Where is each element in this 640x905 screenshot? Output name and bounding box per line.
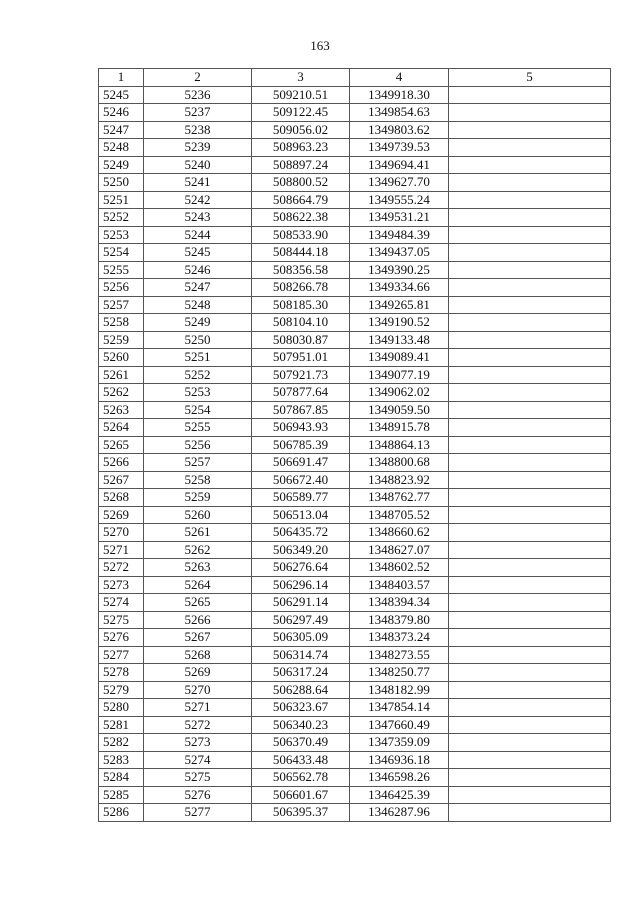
table-cell: 5282 (99, 734, 144, 752)
table-row (99, 279, 611, 297)
table-cell: 5246 (144, 261, 252, 279)
table-cell: 5271 (99, 541, 144, 559)
table-cell: 508963.23 (252, 139, 350, 157)
table-row (99, 769, 611, 787)
table-row (99, 751, 611, 769)
coordinates-table (98, 68, 611, 822)
table-cell (449, 436, 611, 454)
table-cell: 1348915.78 (350, 419, 449, 437)
table-cell: 5273 (144, 734, 252, 752)
table-cell: 1348762.77 (350, 489, 449, 507)
table-cell: 506589.77 (252, 489, 350, 507)
table-cell: 508356.58 (252, 261, 350, 279)
table-cell (449, 594, 611, 612)
table-cell: 508664.79 (252, 191, 350, 209)
table-cell: 5250 (144, 331, 252, 349)
table-cell (449, 716, 611, 734)
table-cell (449, 629, 611, 647)
table-cell: 5279 (99, 681, 144, 699)
table-cell: 1347660.49 (350, 716, 449, 734)
table-cell (449, 559, 611, 577)
table-row (99, 314, 611, 332)
table-cell (449, 156, 611, 174)
table-cell (449, 296, 611, 314)
table-cell: 5258 (99, 314, 144, 332)
table-cell: 5277 (99, 646, 144, 664)
table-cell (449, 786, 611, 804)
table-cell: 5261 (144, 524, 252, 542)
table-cell: 5274 (144, 751, 252, 769)
table-cell (449, 804, 611, 822)
table-cell: 506691.47 (252, 454, 350, 472)
table-cell: 5237 (144, 104, 252, 122)
table-row (99, 471, 611, 489)
table-cell: 5262 (144, 541, 252, 559)
table-cell: 5245 (99, 86, 144, 104)
table-cell: 5245 (144, 244, 252, 262)
table-row (99, 786, 611, 804)
table-cell: 506314.74 (252, 646, 350, 664)
table-cell: 1349089.41 (350, 349, 449, 367)
table-row (99, 401, 611, 419)
table-cell (449, 489, 611, 507)
table-cell: 5275 (99, 611, 144, 629)
table-cell: 508897.24 (252, 156, 350, 174)
table-cell: 1349918.30 (350, 86, 449, 104)
table-row (99, 506, 611, 524)
table-cell: 1349390.25 (350, 261, 449, 279)
table-cell: 506288.64 (252, 681, 350, 699)
table-row (99, 86, 611, 104)
table-cell: 5265 (144, 594, 252, 612)
table-cell: 5267 (144, 629, 252, 647)
table-cell: 5284 (99, 769, 144, 787)
table-row (99, 681, 611, 699)
table-cell (449, 261, 611, 279)
table-cell: 5277 (144, 804, 252, 822)
table-cell: 1349062.02 (350, 384, 449, 402)
table-row (99, 296, 611, 314)
table-cell: 5263 (144, 559, 252, 577)
table-cell: 1349694.41 (350, 156, 449, 174)
table-cell (449, 401, 611, 419)
table-row (99, 156, 611, 174)
table-cell: 1349077.19 (350, 366, 449, 384)
table-cell: 5266 (144, 611, 252, 629)
table-cell: 5257 (144, 454, 252, 472)
table-cell (449, 349, 611, 367)
table-cell: 5251 (99, 191, 144, 209)
table-cell: 5276 (144, 786, 252, 804)
table-cell: 5273 (99, 576, 144, 594)
table-cell: 1349059.50 (350, 401, 449, 419)
table-row (99, 226, 611, 244)
table-row (99, 559, 611, 577)
table-cell: 507877.64 (252, 384, 350, 402)
table-row (99, 664, 611, 682)
table-cell (449, 419, 611, 437)
table-body (99, 86, 611, 821)
table-cell: 5239 (144, 139, 252, 157)
column-header-1: 1 (99, 69, 144, 87)
table-row (99, 331, 611, 349)
table-cell: 5266 (99, 454, 144, 472)
table-cell: 5254 (144, 401, 252, 419)
table-cell: 5246 (99, 104, 144, 122)
table-row (99, 576, 611, 594)
table-cell (449, 734, 611, 752)
table-cell: 5248 (99, 139, 144, 157)
table-cell: 5269 (99, 506, 144, 524)
table-cell: 5256 (99, 279, 144, 297)
table-cell: 5268 (144, 646, 252, 664)
table-cell: 506785.39 (252, 436, 350, 454)
table-cell: 5275 (144, 769, 252, 787)
column-header-4: 4 (350, 69, 449, 87)
table-cell (449, 769, 611, 787)
table-row (99, 349, 611, 367)
table-cell: 5249 (144, 314, 252, 332)
table-row (99, 244, 611, 262)
table-cell: 5255 (99, 261, 144, 279)
table-cell: 1348394.34 (350, 594, 449, 612)
table-cell: 1346425.39 (350, 786, 449, 804)
table-cell: 508104.10 (252, 314, 350, 332)
table-cell: 506305.09 (252, 629, 350, 647)
table-cell: 5264 (99, 419, 144, 437)
table-cell: 506395.37 (252, 804, 350, 822)
table-row (99, 646, 611, 664)
table-cell: 5260 (99, 349, 144, 367)
table-cell: 1348660.62 (350, 524, 449, 542)
table-cell: 1349854.63 (350, 104, 449, 122)
table-cell (449, 314, 611, 332)
table-cell: 1348182.99 (350, 681, 449, 699)
column-header-5: 5 (449, 69, 611, 87)
table-cell: 1348273.55 (350, 646, 449, 664)
table-cell (449, 86, 611, 104)
table-cell: 5283 (99, 751, 144, 769)
table-row (99, 804, 611, 822)
table-cell: 509056.02 (252, 121, 350, 139)
table-cell: 5268 (99, 489, 144, 507)
table-cell: 5247 (99, 121, 144, 139)
table-cell: 1348403.57 (350, 576, 449, 594)
table-cell (449, 576, 611, 594)
table-cell: 5251 (144, 349, 252, 367)
table-cell: 507867.85 (252, 401, 350, 419)
table-cell (449, 174, 611, 192)
table-cell (449, 139, 611, 157)
table-cell: 506370.49 (252, 734, 350, 752)
table-cell: 5272 (99, 559, 144, 577)
table-row (99, 489, 611, 507)
table-cell: 1349531.21 (350, 209, 449, 227)
table-cell: 1349627.70 (350, 174, 449, 192)
table-cell: 1346287.96 (350, 804, 449, 822)
table-header-row (99, 69, 611, 87)
table-cell: 1348800.68 (350, 454, 449, 472)
table-cell: 1348250.77 (350, 664, 449, 682)
table-cell: 5238 (144, 121, 252, 139)
table-cell: 5261 (99, 366, 144, 384)
table-row (99, 209, 611, 227)
table-cell: 1346936.18 (350, 751, 449, 769)
table-cell: 5270 (99, 524, 144, 542)
table-cell: 5281 (99, 716, 144, 734)
table-row (99, 699, 611, 717)
table-cell (449, 751, 611, 769)
table-cell: 508185.30 (252, 296, 350, 314)
table-cell: 1349133.48 (350, 331, 449, 349)
table-cell: 506672.40 (252, 471, 350, 489)
table-row (99, 366, 611, 384)
table-cell: 5259 (99, 331, 144, 349)
table-cell (449, 541, 611, 559)
table-cell: 5252 (144, 366, 252, 384)
table-cell: 5270 (144, 681, 252, 699)
table-cell: 5263 (99, 401, 144, 419)
table-cell: 5256 (144, 436, 252, 454)
table-cell: 506291.14 (252, 594, 350, 612)
table-cell: 509210.51 (252, 86, 350, 104)
table-row (99, 436, 611, 454)
table-cell: 1348705.52 (350, 506, 449, 524)
table-row (99, 716, 611, 734)
table-cell: 506340.23 (252, 716, 350, 734)
table-cell (449, 524, 611, 542)
table-cell: 1347359.09 (350, 734, 449, 752)
table-cell: 1349265.81 (350, 296, 449, 314)
table-cell (449, 699, 611, 717)
table-cell: 506276.64 (252, 559, 350, 577)
table-row (99, 541, 611, 559)
table-cell: 5242 (144, 191, 252, 209)
table-cell: 5272 (144, 716, 252, 734)
table-cell: 1348823.92 (350, 471, 449, 489)
table-cell: 5260 (144, 506, 252, 524)
table-cell: 5250 (99, 174, 144, 192)
table-cell: 1348602.52 (350, 559, 449, 577)
table-cell: 506296.14 (252, 576, 350, 594)
table-cell (449, 191, 611, 209)
table-cell (449, 664, 611, 682)
table-cell: 506317.24 (252, 664, 350, 682)
table-row (99, 191, 611, 209)
table-cell: 5249 (99, 156, 144, 174)
table-cell: 507921.73 (252, 366, 350, 384)
table-cell: 508266.78 (252, 279, 350, 297)
table-cell: 1348379.80 (350, 611, 449, 629)
table-cell: 5259 (144, 489, 252, 507)
table-cell: 5258 (144, 471, 252, 489)
table-cell: 5243 (144, 209, 252, 227)
table-cell: 506297.49 (252, 611, 350, 629)
table-cell: 506513.04 (252, 506, 350, 524)
table-cell (449, 366, 611, 384)
table-row (99, 139, 611, 157)
table-row (99, 594, 611, 612)
table-cell: 5257 (99, 296, 144, 314)
table-cell: 509122.45 (252, 104, 350, 122)
table-row (99, 611, 611, 629)
table-cell: 5255 (144, 419, 252, 437)
table-row (99, 524, 611, 542)
table-cell: 5269 (144, 664, 252, 682)
table-cell: 5252 (99, 209, 144, 227)
table-cell (449, 244, 611, 262)
table-cell: 1348627.07 (350, 541, 449, 559)
table-cell (449, 454, 611, 472)
table-cell: 506562.78 (252, 769, 350, 787)
table-cell (449, 279, 611, 297)
table-cell: 5253 (144, 384, 252, 402)
table-cell: 1346598.26 (350, 769, 449, 787)
table-cell: 5247 (144, 279, 252, 297)
table-cell: 1348864.13 (350, 436, 449, 454)
table-row (99, 629, 611, 647)
table-cell: 5278 (99, 664, 144, 682)
table-cell: 5265 (99, 436, 144, 454)
table-cell: 507951.01 (252, 349, 350, 367)
table-cell (449, 104, 611, 122)
table-cell: 506435.72 (252, 524, 350, 542)
table-cell: 5241 (144, 174, 252, 192)
table-cell: 5244 (144, 226, 252, 244)
table-cell (449, 681, 611, 699)
table-row (99, 121, 611, 139)
table-cell (449, 611, 611, 629)
table-cell: 508444.18 (252, 244, 350, 262)
table-row (99, 419, 611, 437)
table-cell: 1348373.24 (350, 629, 449, 647)
table-cell: 1347854.14 (350, 699, 449, 717)
table-cell: 5240 (144, 156, 252, 174)
table-cell: 5262 (99, 384, 144, 402)
table-row (99, 261, 611, 279)
table-cell: 5264 (144, 576, 252, 594)
table-row (99, 734, 611, 752)
page-number: 163 (310, 38, 330, 53)
table-row (99, 174, 611, 192)
column-header-3: 3 (252, 69, 350, 87)
table-cell (449, 331, 611, 349)
table-cell: 506943.93 (252, 419, 350, 437)
table-cell: 508030.87 (252, 331, 350, 349)
table-cell: 1349555.24 (350, 191, 449, 209)
table-row (99, 104, 611, 122)
table-cell: 5253 (99, 226, 144, 244)
table-cell: 1349739.53 (350, 139, 449, 157)
table-cell: 1349484.39 (350, 226, 449, 244)
table-cell: 5254 (99, 244, 144, 262)
table-cell (449, 384, 611, 402)
table-cell (449, 506, 611, 524)
table-cell: 506323.67 (252, 699, 350, 717)
table-cell (449, 226, 611, 244)
table-cell: 5285 (99, 786, 144, 804)
table-row (99, 454, 611, 472)
table-cell: 506349.20 (252, 541, 350, 559)
table-cell (449, 646, 611, 664)
table-cell: 506433.48 (252, 751, 350, 769)
table-cell: 508800.52 (252, 174, 350, 192)
table-cell: 5267 (99, 471, 144, 489)
table-cell: 5274 (99, 594, 144, 612)
table-cell: 508622.38 (252, 209, 350, 227)
table-cell: 1349334.66 (350, 279, 449, 297)
table-cell: 5248 (144, 296, 252, 314)
table-cell: 5280 (99, 699, 144, 717)
table-cell (449, 209, 611, 227)
table-cell: 506601.67 (252, 786, 350, 804)
table-cell: 1349190.52 (350, 314, 449, 332)
table-cell: 508533.90 (252, 226, 350, 244)
table-cell: 5271 (144, 699, 252, 717)
table-cell: 1349437.05 (350, 244, 449, 262)
table-cell (449, 121, 611, 139)
table-cell: 1349803.62 (350, 121, 449, 139)
table-cell: 5286 (99, 804, 144, 822)
table-row (99, 384, 611, 402)
table-cell: 5236 (144, 86, 252, 104)
table-cell: 5276 (99, 629, 144, 647)
column-header-2: 2 (144, 69, 252, 87)
table-cell (449, 471, 611, 489)
